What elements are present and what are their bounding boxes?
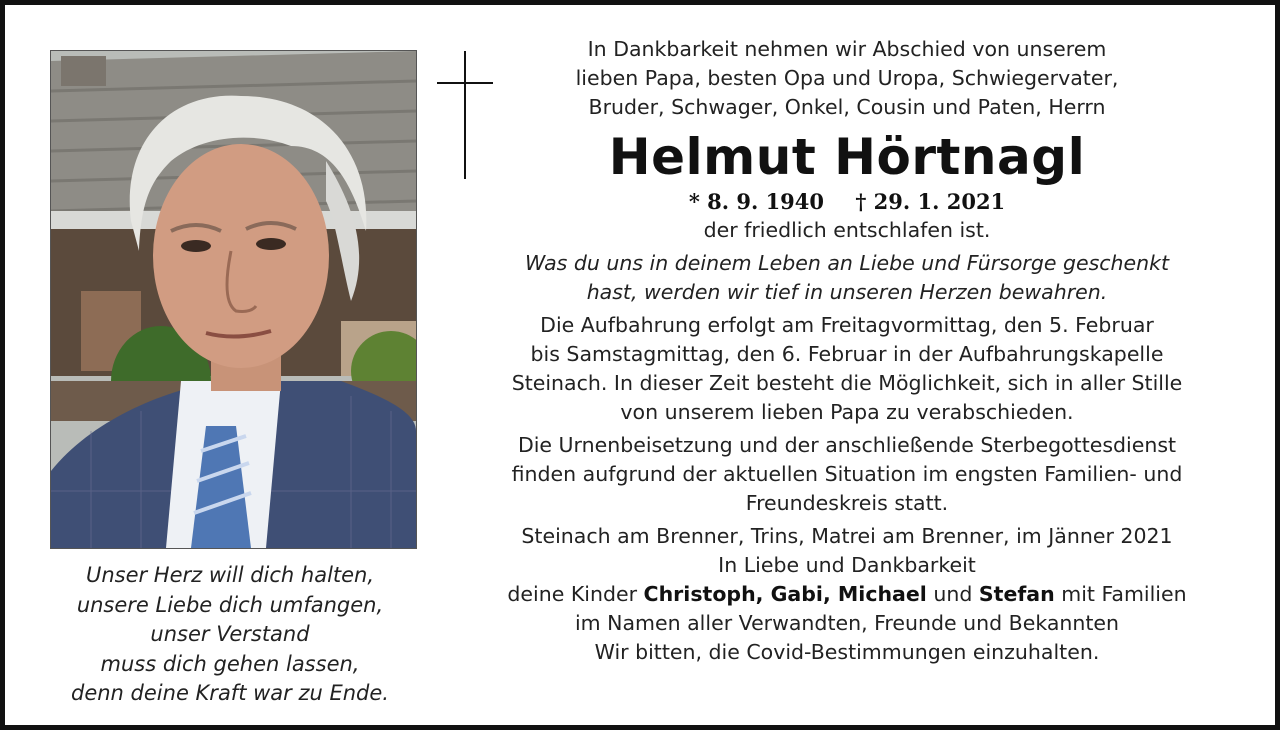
children-prefix: deine Kinder	[507, 582, 638, 606]
portrait-photo	[50, 50, 417, 549]
quote-line: Was du uns in deinem Leben an Liebe und Fürsorge geschenkt	[524, 251, 1170, 275]
intro-line: lieben Papa, besten Opa und Uropa, Schwiegervater,	[575, 66, 1119, 90]
life-dates	[447, 188, 1247, 216]
burial-line: finden aufgrund der aktuellen Situation im engsten Familien- und	[511, 462, 1183, 486]
poem-line: denn deine Kraft war zu Ende.	[71, 681, 389, 705]
poem-line: muss dich gehen lassen,	[100, 651, 360, 676]
children-line	[447, 580, 1247, 609]
quote-line: hast, werden wir tief in unseren Herzen bewahren.	[586, 280, 1108, 304]
viewing-line: Steinach. In dieser Zeit besteht die Möglichkeit, sich in aller Stille	[511, 371, 1183, 395]
poem-line: unsere Liebe dich umfangen,	[76, 592, 384, 617]
viewing-line: Die Aufbahrung erfolgt am Freitagvormittag, den 5. Februar	[540, 313, 1154, 337]
deceased-name: Helmut Hörtnagl	[608, 128, 1086, 186]
children-connector: und	[933, 582, 973, 606]
burial-line: Freundeskreis statt.	[745, 491, 949, 515]
obituary-text	[447, 35, 1247, 667]
children-names: Christoph, Gabi, Michael	[643, 582, 927, 606]
place-date-line: Steinach am Brenner, Trins, Matrei am Brenner, im Jänner 2021	[521, 524, 1173, 548]
death-date: † 29. 1. 2021	[855, 189, 1006, 214]
birth-date: * 8. 9. 1940	[688, 189, 825, 214]
viewing-line: von unserem lieben Papa zu verabschieden.	[620, 400, 1074, 424]
burial-line: Die Urnenbeisetzung und der anschließende Sterbegottesdienst	[517, 433, 1177, 457]
covid-line: Wir bitten, die Covid-Bestimmungen einzuhalten.	[594, 640, 1100, 664]
children-last-name: Stefan	[978, 582, 1055, 606]
poem-line: unser Verstand	[150, 622, 310, 646]
intro-line: Bruder, Schwager, Onkel, Cousin und Paten, Herrn	[588, 95, 1106, 119]
poem-line: Unser Herz will dich halten,	[85, 563, 375, 587]
passed-line: der friedlich entschlafen ist.	[703, 218, 991, 242]
children-suffix: mit Familien	[1061, 582, 1187, 606]
relatives-line: im Namen aller Verwandten, Freunde und Bekannten	[574, 611, 1120, 635]
intro-line: In Dankbarkeit nehmen wir Abschied von unserem	[587, 37, 1107, 61]
poem	[25, 561, 435, 709]
portrait-illustration	[51, 51, 416, 548]
viewing-line: bis Samstagmittag, den 6. Februar in der Aufbahrungskapelle	[530, 342, 1164, 366]
signoff-line: In Liebe und Dankbarkeit	[718, 553, 976, 577]
